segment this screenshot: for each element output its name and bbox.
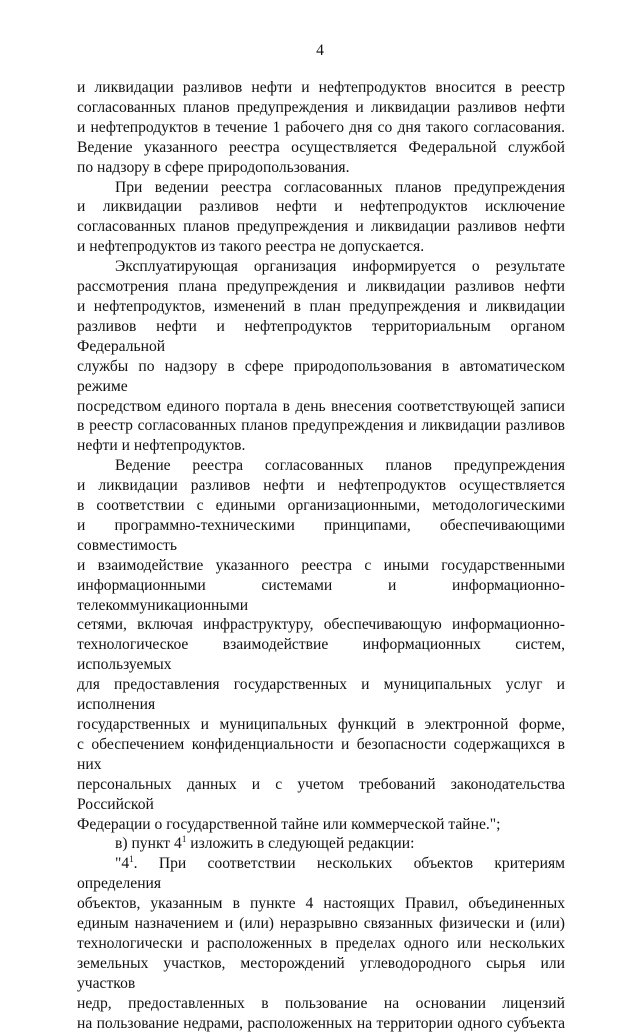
paragraph-line: Ведение реестра согласованных планов предупреждения <box>115 457 565 475</box>
paragraph-line: и нефтепродуктов из такого реестра не допускается. <box>77 238 425 256</box>
paragraph-line: согласованных планов предупреждения и ликвидации разливов нефти <box>77 98 565 116</box>
quote-line: недр, предоставленных в пользование на основании лицензий <box>77 994 565 1012</box>
page-number: 4 <box>316 42 324 59</box>
document-body <box>77 78 565 1034</box>
quote-first-rest: . При соответствии нескольких объектов критериям определения <box>77 855 565 893</box>
paragraph-line: и ликвидации разливов нефти и нефтепродуктов осуществляется <box>77 477 565 495</box>
paragraph-line: рассмотрения плана предупреждения и ликвидации разливов нефти <box>77 278 565 296</box>
paragraph-line: государственных и муниципальных функций в электронной форме, <box>77 716 565 733</box>
paragraph-line: службы по надзору в сфере природопользования в автоматическом режиме <box>77 357 565 395</box>
item-v-line <box>77 834 565 854</box>
paragraph-line: При ведении реестра согласованных планов предупреждения <box>115 178 565 196</box>
paragraph-line: и нефтепродуктов в течение 1 рабочего дня со дня такого согласования. <box>77 118 565 136</box>
item-v-suffix: изложить в следующей редакции: <box>186 835 415 853</box>
paragraph-line: и нефтепродуктов, изменений в план предупреждения и ликвидации <box>77 297 565 315</box>
paragraph-line: сетями, включая инфраструктуру, обеспечивающую информационно- <box>77 616 565 634</box>
quote-line: технологически и расположенных в пределах одного или нескольких <box>77 934 565 952</box>
superscript: 1 <box>129 854 134 865</box>
superscript: 1 <box>181 834 187 845</box>
paragraph-line: информационными системами и информационно-телекоммуникационными <box>77 576 565 614</box>
quote-line: на пользование недрами, расположенных на территории одного субъекта <box>77 1014 565 1032</box>
paragraph-line: Ведение указанного реестра осуществляется Федеральной службой <box>77 138 565 156</box>
paragraph-line: посредством единого портала в день внесения соответствующей записи <box>77 397 565 415</box>
paragraph-line: в реестр согласованных планов предупреждения и ликвидации разливов <box>77 417 565 435</box>
paragraph-line: и взаимодействие указанного реестра с иными государственными <box>77 556 565 574</box>
paragraph-line: Эксплуатирующая организация информируется о результате <box>115 258 565 276</box>
paragraph-line: согласованных планов предупреждения и ликвидации разливов нефти <box>77 218 565 236</box>
paragraph-line: для предоставления государственных и муниципальных услуг и исполнения <box>77 676 565 714</box>
paragraph-line: с обеспечением конфиденциальности и безопасности содержащихся в них <box>77 735 565 773</box>
paragraph-line: в соответствии с едиными организационными, методологическими <box>77 497 565 515</box>
paragraph-line: персональных данных и с учетом требований законодательства Российской <box>77 775 565 813</box>
paragraph-line: разливов нефти и нефтепродуктов территориальным органом Федеральной <box>77 317 565 355</box>
quote-line: единым назначением и (или) неразрывно связанных физически и (или) <box>77 915 565 933</box>
paragraph-line: по надзору в сфере природопользования. <box>77 158 350 176</box>
paragraph-line: технологическое взаимодействие информационных систем, используемых <box>77 636 565 674</box>
paragraph-line: Федерации о государственной тайне или коммерческой тайне."; <box>77 815 501 833</box>
quote-prefix: "4 <box>115 855 130 873</box>
quote-line: земельных участков, месторождений углеводородного сырья или участков <box>77 954 565 992</box>
paragraph-line: и ликвидации разливов нефти и нефтепродуктов вносится в реестр <box>77 79 565 96</box>
quote-first-line <box>77 854 565 894</box>
paragraph-line: нефти и нефтепродуктов. <box>77 437 246 455</box>
paragraph-line: и программно-техническими принципами, обеспечивающими совместимость <box>77 516 565 554</box>
paragraph-line: и ликвидации разливов нефти и нефтепродуктов исключение <box>77 198 565 216</box>
quote-line: объектов, указанным в пункте 4 настоящих Правил, объединенных <box>77 895 565 913</box>
item-v-prefix: в) пункт 4 <box>115 835 182 853</box>
